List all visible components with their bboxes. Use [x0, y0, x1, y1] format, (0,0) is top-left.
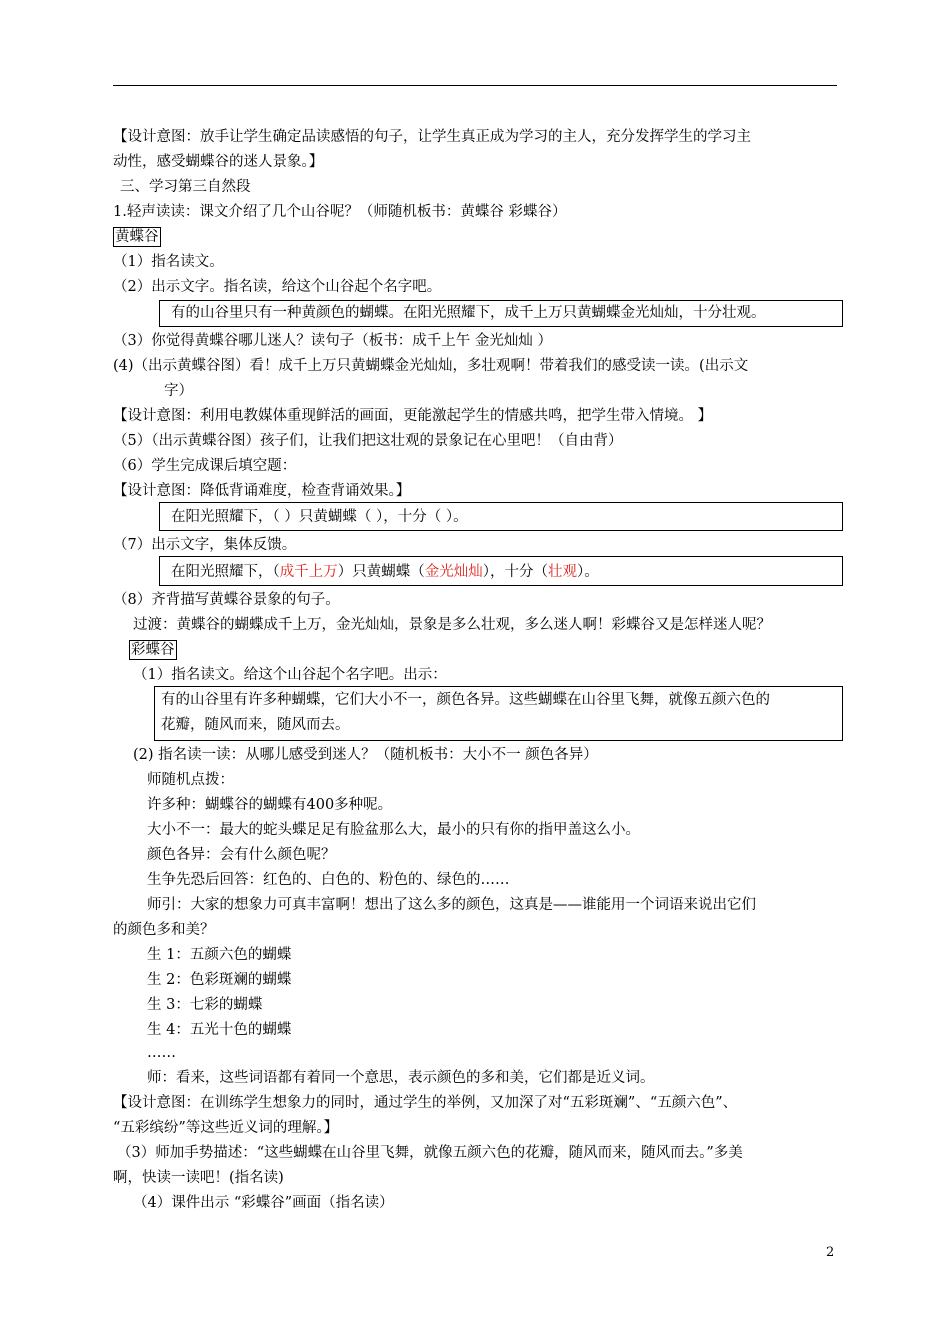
section-heading: 三、学习第三自然段 — [120, 179, 251, 195]
answer-part-c: ），十分（ — [482, 564, 548, 580]
design-intent-1b: 动性，感受蝴蝶谷的迷人景象。】 — [113, 154, 324, 170]
student-answers: 生争先恐后回答：红色的、白色的、粉色的、绿色的…… — [147, 872, 510, 888]
text-box-1 — [159, 300, 843, 327]
answer-part-d: ）。 — [577, 564, 599, 580]
huang-step-6: （6）学生完成课后填空题： — [113, 458, 297, 474]
teacher-guide-a: 师引：大家的想象力可真丰富啊！想出了这么多的颜色，这真是——谁能用一个词语来说出它们 — [147, 897, 756, 913]
answer-red-3: 壮观 — [548, 564, 577, 580]
cai-step-3a: （3）师加手势描述：“这些蝴蝶在山谷里飞舞，就像五颜六色的花瓣，随风而来，随风而去。”多美 — [117, 1145, 743, 1161]
step-1: 1.轻声读读：课文介绍了几个山谷呢？（师随机板书：黄蝶谷 彩蝶谷） — [113, 204, 567, 220]
design-intent-4a: 【设计意图：在训练学生想象力的同时，通过学生的举例，又加深了对“五彩斑斓”、“五颜六色”、 — [113, 1095, 738, 1111]
design-intent-4b: “五彩缤纷”等这些近义词的理解。】 — [113, 1120, 339, 1136]
fill-blank-content: 在阳光照耀下，（ ）只黄蝴蝶（ ），十分（ ）。 — [171, 509, 468, 525]
tag-huangdiegu: 黄蝶谷 — [115, 229, 159, 245]
huang-step-2: （2）出示文字。指名读，给这个山谷起个名字吧。 — [113, 279, 442, 295]
cai-step-3b: 啊，快读一读吧！(指名读) — [113, 1170, 284, 1186]
huang-step-7: （7）出示文字，集体反馈。 — [113, 537, 297, 553]
note-many-kinds: 许多种：蝴蝶谷的蝴蝶有400多种呢。 — [147, 797, 393, 813]
cai-step-1: （1）指名读文。给这个山谷起个名字吧。出示： — [133, 667, 447, 683]
text-box-1-content: 有的山谷里只有一种黄颜色的蝴蝶。在阳光照耀下，成千上万只黄蝴蝶金光灿灿，十分壮观。 — [171, 305, 766, 321]
answer-red-1: 成千上万 — [279, 564, 338, 580]
note-colors: 颜色各异：会有什么颜色呢？ — [147, 847, 336, 863]
teacher-guide-b: 的颜色多和美？ — [113, 922, 215, 938]
huang-step-1: （1）指名读文。 — [113, 254, 224, 270]
text-box-2-line2: 花瓣，随风而来，随风而去。 — [161, 717, 350, 733]
answer-part-a: 在阳光照耀下，（ — [171, 564, 280, 580]
header-rule — [113, 85, 837, 86]
huang-step-8: （8）齐背描写黄蝶谷景象的句子。 — [113, 592, 340, 608]
transition: 过渡：黄蝶谷的蝴蝶成千上万，金光灿灿，景象是多么壮观，多么迷人啊！彩蝶谷又是怎样迷人呢？ — [133, 617, 771, 633]
huang-step-5: （5）（出示黄蝶谷图）孩子们，让我们把这壮观的景象记在心里吧！（自由背） — [113, 433, 623, 449]
student-4: 生 4：五光十色的蝴蝶 — [147, 1022, 292, 1038]
fill-blank-box — [159, 502, 843, 531]
answer-part-b: ）只黄蝴蝶（ — [337, 564, 425, 580]
ellipsis: …… — [147, 1045, 176, 1061]
design-intent-1a: 【设计意图：放手让学生确定品读感悟的句子，让学生真正成为学习的主人，充分发挥学生的学习主 — [113, 129, 751, 145]
text-box-2 — [154, 686, 843, 741]
student-2: 生 2：色彩斑斓的蝴蝶 — [147, 972, 292, 988]
answer-box — [159, 556, 843, 586]
cai-step-2: (2) 指名读一读：从哪儿感受到迷人？（随机板书：大小不一 颜色各异） — [133, 747, 598, 763]
tag-caidiegu: 彩蝶谷 — [131, 642, 175, 658]
answer-content — [171, 562, 599, 582]
huang-step-3: （3）你觉得黄蝶谷哪儿迷人？读句子（板书：成千上午 金光灿灿 ） — [113, 333, 552, 349]
design-intent-3: 【设计意图：降低背诵难度，检查背诵效果。】 — [113, 483, 411, 499]
huang-step-4a: (4)（出示黄蝶谷图）看！成千上万只黄蝴蝶金光灿灿，多壮观啊！带着我们的感受读一读。(出示文 — [113, 358, 749, 374]
teacher-summary: 师：看来，这些词语都有着同一个意思，表示颜色的多和美，它们都是近义词。 — [147, 1070, 655, 1086]
student-1: 生 1：五颜六色的蝴蝶 — [147, 947, 292, 963]
note-sizes: 大小不一：最大的蛇头蝶足足有脸盆那么大，最小的只有你的指甲盖这么小。 — [147, 822, 640, 838]
huang-step-4b: 字） — [164, 383, 193, 399]
design-intent-2: 【设计意图：利用电教媒体重现鲜活的画面，更能激起学生的情感共鸣，把学生带入情境。 】 — [113, 408, 713, 424]
text-box-2-line1: 有的山谷里有许多种蝴蝶，它们大小不一，颜色各异。这些蝴蝶在山谷里飞舞，就像五颜六色的 — [161, 692, 770, 708]
answer-red-2: 金光灿灿 — [424, 564, 483, 580]
teacher-prompt: 师随机点拨： — [147, 772, 234, 788]
page-number: 2 — [826, 1245, 835, 1260]
cai-step-4: （4）课件出示 “彩蝶谷”画面（指名读） — [133, 1195, 394, 1211]
student-3: 生 3：七彩的蝴蝶 — [147, 997, 263, 1013]
